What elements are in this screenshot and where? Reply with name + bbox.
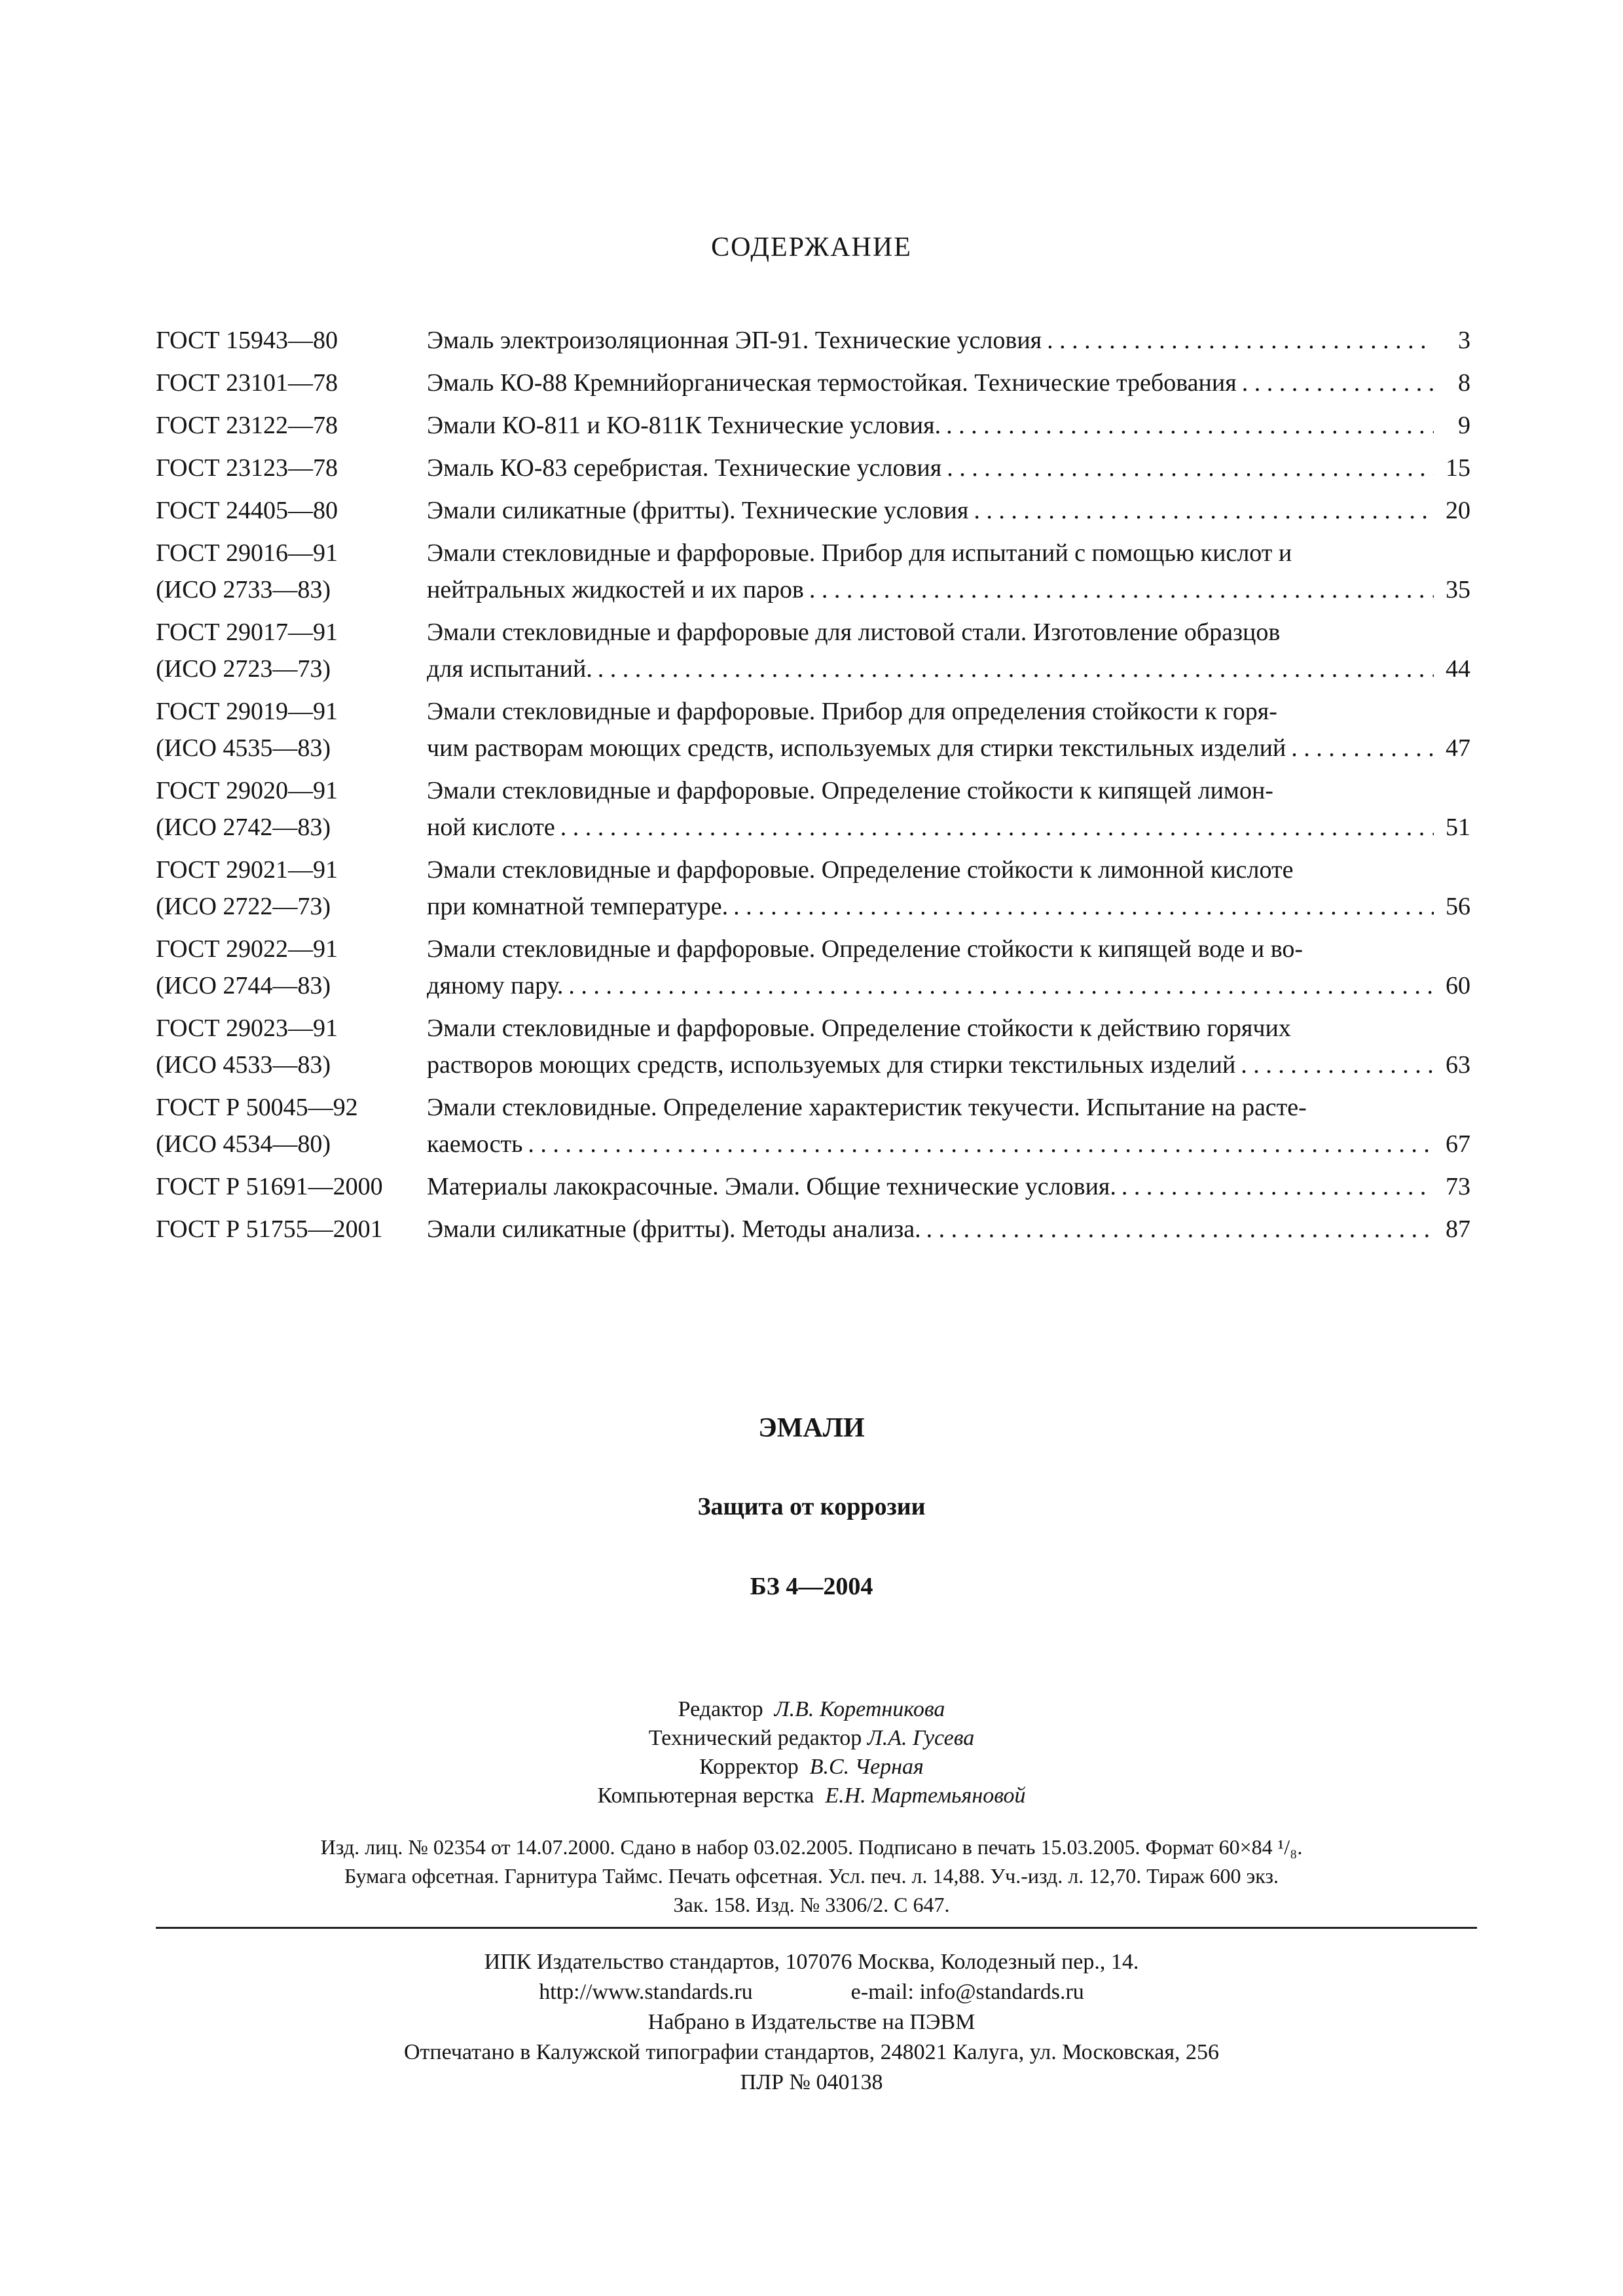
standard-code: ГОСТ 23122—78	[156, 412, 338, 439]
standard-code: ГОСТ 29019—91	[156, 698, 338, 725]
publisher-license: ПЛР № 040138	[740, 2070, 883, 2094]
credit-tech-editor	[0, 1724, 1623, 1753]
page-number: 56	[1446, 893, 1470, 920]
page-number: 8	[1458, 369, 1470, 397]
toc-entry-description	[427, 492, 1470, 529]
page-number: 87	[1446, 1215, 1470, 1243]
page-number: 9	[1458, 412, 1470, 439]
page-number: 67	[1446, 1130, 1470, 1158]
page-number: 47	[1446, 734, 1470, 762]
standard-code: ГОСТ 29023—91	[156, 1014, 338, 1042]
toc-entry-description	[427, 1089, 1470, 1162]
credits-block	[0, 1695, 1623, 1810]
toc-entry	[156, 535, 1470, 608]
imprint-line: Изд. лиц. № 02354 от 14.07.2000. Сдано в набор 03.02.2005. Подписано в печать 15.03.2005. Формат 60×84 ¹/₈.	[320, 1835, 1303, 1859]
page-number: 51	[1446, 814, 1470, 841]
credit-role: Технический редактор	[648, 1726, 862, 1750]
credit-role: Редактор	[678, 1697, 763, 1721]
credit-corrector	[0, 1753, 1623, 1782]
collection-subtitle: Защита от коррозии	[697, 1493, 926, 1520]
dot-leader	[968, 492, 1434, 529]
iso-code: (ИСО 4535—83)	[156, 734, 331, 762]
page-number: 60	[1446, 972, 1470, 999]
toc-entry-codes	[156, 407, 427, 444]
toc-entry-codes	[156, 852, 427, 925]
toc-entry	[156, 614, 1470, 687]
credit-name: Е.Н. Мартемьяновой	[825, 1784, 1026, 1808]
toc-entry-title: растворов моющих средств, используемых для стирки текстильных изделий	[427, 1051, 1236, 1079]
imprint-line: Зак. 158. Изд. № 3306/2. С 647.	[673, 1893, 950, 1916]
toc-entry	[156, 492, 1470, 529]
iso-code: (ИСО 2744—83)	[156, 972, 331, 999]
toc-entry-codes	[156, 1211, 427, 1247]
toc-entry-title: Эмали стекловидные и фарфоровые. Определение стойкости к действию горячих	[427, 1014, 1291, 1042]
publisher-email-link[interactable]: e-mail: info@standards.ru	[850, 1980, 1084, 2004]
toc-entry-description	[427, 931, 1470, 1004]
credit-name: Л.В. Коретникова	[774, 1697, 945, 1721]
toc-entry	[156, 450, 1470, 486]
standard-code: ГОСТ 29020—91	[156, 777, 338, 804]
standard-code: ГОСТ 24405—80	[156, 497, 338, 524]
toc-entry-description	[427, 852, 1470, 925]
toc-entry-line	[427, 693, 1470, 730]
toc-entry-description	[427, 772, 1470, 846]
toc-entry-line	[427, 651, 1470, 687]
publisher-contacts	[0, 1977, 1623, 2007]
iso-code: (ИСО 2733—83)	[156, 576, 331, 603]
toc-entry-codes	[156, 1168, 427, 1205]
standard-code: ГОСТ Р 51691—2000	[156, 1173, 383, 1200]
toc-entry-codes	[156, 931, 427, 1004]
collection-series: БЗ 4—2004	[750, 1573, 873, 1600]
toc-entry-line	[427, 614, 1470, 651]
dot-leader	[804, 571, 1434, 608]
toc-entry-line	[427, 407, 1470, 444]
iso-code: (ИСО 2742—83)	[156, 814, 331, 841]
dot-leader	[921, 1211, 1434, 1247]
dot-leader	[1042, 322, 1434, 359]
toc-entry-line	[427, 931, 1470, 967]
toc-entry	[156, 693, 1470, 766]
page-number: 35	[1446, 576, 1470, 603]
imprint-block	[0, 1833, 1623, 1919]
toc-entry-line	[427, 1089, 1470, 1126]
credit-role: Корректор	[699, 1755, 799, 1779]
toc-entry-codes	[156, 772, 427, 846]
toc-entry-title: ной кислоте	[427, 814, 555, 841]
toc-entry-line	[427, 450, 1470, 486]
page-number: 44	[1446, 655, 1470, 683]
toc-entry-description	[427, 1211, 1470, 1247]
toc-entry-description	[427, 407, 1470, 444]
toc-entry-description	[427, 1168, 1470, 1205]
toc-heading: СОДЕРЖАНИЕ	[711, 232, 912, 262]
toc-entry-description	[427, 693, 1470, 766]
standard-code: ГОСТ 29021—91	[156, 856, 338, 884]
collection-title: ЭМАЛИ	[758, 1413, 865, 1443]
page-number: 15	[1446, 454, 1470, 482]
toc-entry-line	[427, 772, 1470, 809]
toc-entry-title: дяному пару.	[427, 972, 564, 999]
toc-entry-title: Эмали стекловидные. Определение характеристик текучести. Испытание на расте-	[427, 1094, 1307, 1121]
dot-leader	[1116, 1168, 1434, 1205]
standard-code: ГОСТ 29017—91	[156, 619, 338, 646]
toc-entry	[156, 1168, 1470, 1205]
toc-entry-title: Эмали стекловидные и фарфоровые. Определение стойкости к кипящей лимон-	[427, 777, 1273, 804]
page-number: 20	[1446, 497, 1470, 524]
imprint-line: Бумага офсетная. Гарнитура Таймс. Печать офсетная. Усл. печ. л. 14,88. Уч.-изд. л. 12,70. Тираж 600 экз.	[344, 1864, 1279, 1888]
toc-entry-title: чим растворам моющих средств, используемых для стирки текстильных изделий	[427, 734, 1286, 762]
toc-entry-codes	[156, 1089, 427, 1162]
toc-entry-codes	[156, 450, 427, 486]
toc-entry-title: Эмали КО-811 и КО-811К Технические условия.	[427, 412, 941, 439]
toc-entry-title: Эмали силикатные (фритты). Технические условия	[427, 497, 969, 524]
toc-entry-codes	[156, 1010, 427, 1083]
toc-entry-codes	[156, 614, 427, 687]
toc-entry	[156, 322, 1470, 359]
publisher-website-link[interactable]: http://www.standards.ru	[539, 1980, 753, 2004]
toc-entry-line	[427, 492, 1470, 529]
standard-code: ГОСТ 29016—91	[156, 539, 338, 567]
divider-line	[156, 1927, 1477, 1929]
iso-code: (ИСО 2722—73)	[156, 893, 331, 920]
toc-entry-title: Эмали стекловидные и фарфоровые. Определение стойкости к лимонной кислоте	[427, 856, 1294, 884]
standard-code: ГОСТ 23123—78	[156, 454, 338, 482]
dot-leader	[593, 651, 1434, 687]
toc-entry-codes	[156, 693, 427, 766]
toc-entry-line	[427, 967, 1470, 1004]
toc-entry-description	[427, 1010, 1470, 1083]
page-number: 3	[1458, 327, 1470, 354]
toc-entry-description	[427, 614, 1470, 687]
page-number: 63	[1446, 1051, 1470, 1079]
toc-entry-title: Эмали стекловидные и фарфоровые. Прибор для определения стойкости к горя-	[427, 698, 1277, 725]
credit-editor	[0, 1695, 1623, 1724]
toc-entry-title: для испытаний.	[427, 655, 593, 683]
standard-code: ГОСТ Р 51755—2001	[156, 1215, 383, 1243]
toc-entry	[156, 1211, 1470, 1247]
toc-entry-line	[427, 1047, 1470, 1083]
dot-leader	[1237, 365, 1434, 401]
standard-code: ГОСТ 15943—80	[156, 327, 338, 354]
toc-entry-title: Эмали стекловидные и фарфоровые. Прибор для испытаний с помощью кислот и	[427, 539, 1292, 567]
toc-entry-description	[427, 365, 1470, 401]
toc-entry-line	[427, 571, 1470, 608]
iso-code: (ИСО 4534—80)	[156, 1130, 331, 1158]
toc-entry-line	[427, 322, 1470, 359]
toc-entry-line	[427, 1168, 1470, 1205]
standard-code: ГОСТ 23101—78	[156, 369, 338, 397]
dot-leader	[941, 407, 1434, 444]
toc-entry-description	[427, 322, 1470, 359]
credit-role: Компьютерная верстка	[597, 1784, 814, 1808]
toc-entry	[156, 1089, 1470, 1162]
toc-entry-title: каемость	[427, 1130, 523, 1158]
toc-entry	[156, 1010, 1470, 1083]
dot-leader	[1286, 730, 1434, 766]
publisher-block	[0, 1947, 1623, 2098]
toc-entry-title: нейтральных жидкостей и их паров	[427, 576, 804, 603]
toc-entry-line	[427, 730, 1470, 766]
toc-entry-description	[427, 450, 1470, 486]
publisher-address: ИПК Издательство стандартов, 107076 Москва, Колодезный пер., 14.	[484, 1950, 1139, 1974]
credit-layout	[0, 1782, 1623, 1810]
toc-entry-codes	[156, 492, 427, 529]
dot-leader	[522, 1126, 1434, 1162]
toc-entry-title: при комнатной температуре.	[427, 893, 729, 920]
toc-entry	[156, 365, 1470, 401]
toc-entry-line	[427, 809, 1470, 846]
toc-entry	[156, 407, 1470, 444]
toc-entry-codes	[156, 535, 427, 608]
toc-entry-line	[427, 535, 1470, 571]
table-of-contents	[156, 322, 1470, 1253]
toc-entry-codes	[156, 322, 427, 359]
dot-leader	[555, 809, 1434, 846]
credit-name: В.С. Черная	[809, 1755, 924, 1779]
toc-entry-title: Эмали стекловидные и фарфоровые. Определение стойкости к кипящей воде и во-	[427, 935, 1304, 963]
toc-entry-codes	[156, 365, 427, 401]
publisher-printer: Отпечатано в Калужской типографии стандартов, 248021 Калуга, ул. Московская, 256	[403, 2040, 1220, 2064]
toc-entry-line	[427, 852, 1470, 888]
standard-code: ГОСТ 29022—91	[156, 935, 338, 963]
toc-entry-title: Эмали стекловидные и фарфоровые для листовой стали. Изготовление образцов	[427, 619, 1281, 646]
credit-name: Л.А. Гусева	[867, 1726, 975, 1750]
dot-leader	[563, 967, 1434, 1004]
toc-entry-title: Эмаль КО-83 серебристая. Технические условия	[427, 454, 942, 482]
iso-code: (ИСО 2723—73)	[156, 655, 331, 683]
toc-entry-title: Эмали силикатные (фритты). Методы анализа.	[427, 1215, 921, 1243]
toc-entry-line	[427, 1010, 1470, 1047]
toc-entry-title: Эмаль электроизоляционная ЭП-91. Технические условия	[427, 327, 1042, 354]
toc-entry-line	[427, 1126, 1470, 1162]
toc-entry-line	[427, 365, 1470, 401]
toc-entry	[156, 931, 1470, 1004]
publisher-typeset-note: Набрано в Издательстве на ПЭВМ	[647, 2010, 976, 2034]
toc-entry-title: Материалы лакокрасочные. Эмали. Общие технические условия.	[427, 1173, 1116, 1200]
page-number: 73	[1446, 1173, 1470, 1200]
iso-code: (ИСО 4533—83)	[156, 1051, 331, 1079]
standard-code: ГОСТ Р 50045—92	[156, 1094, 358, 1121]
toc-entry-line	[427, 888, 1470, 925]
toc-entry-line	[427, 1211, 1470, 1247]
dot-leader	[941, 450, 1434, 486]
dot-leader	[1235, 1047, 1434, 1083]
dot-leader	[728, 888, 1434, 925]
toc-entry	[156, 852, 1470, 925]
toc-entry-title: Эмаль КО-88 Кремнийорганическая термостойкая. Технические требования	[427, 369, 1237, 397]
toc-entry	[156, 772, 1470, 846]
toc-entry-description	[427, 535, 1470, 608]
